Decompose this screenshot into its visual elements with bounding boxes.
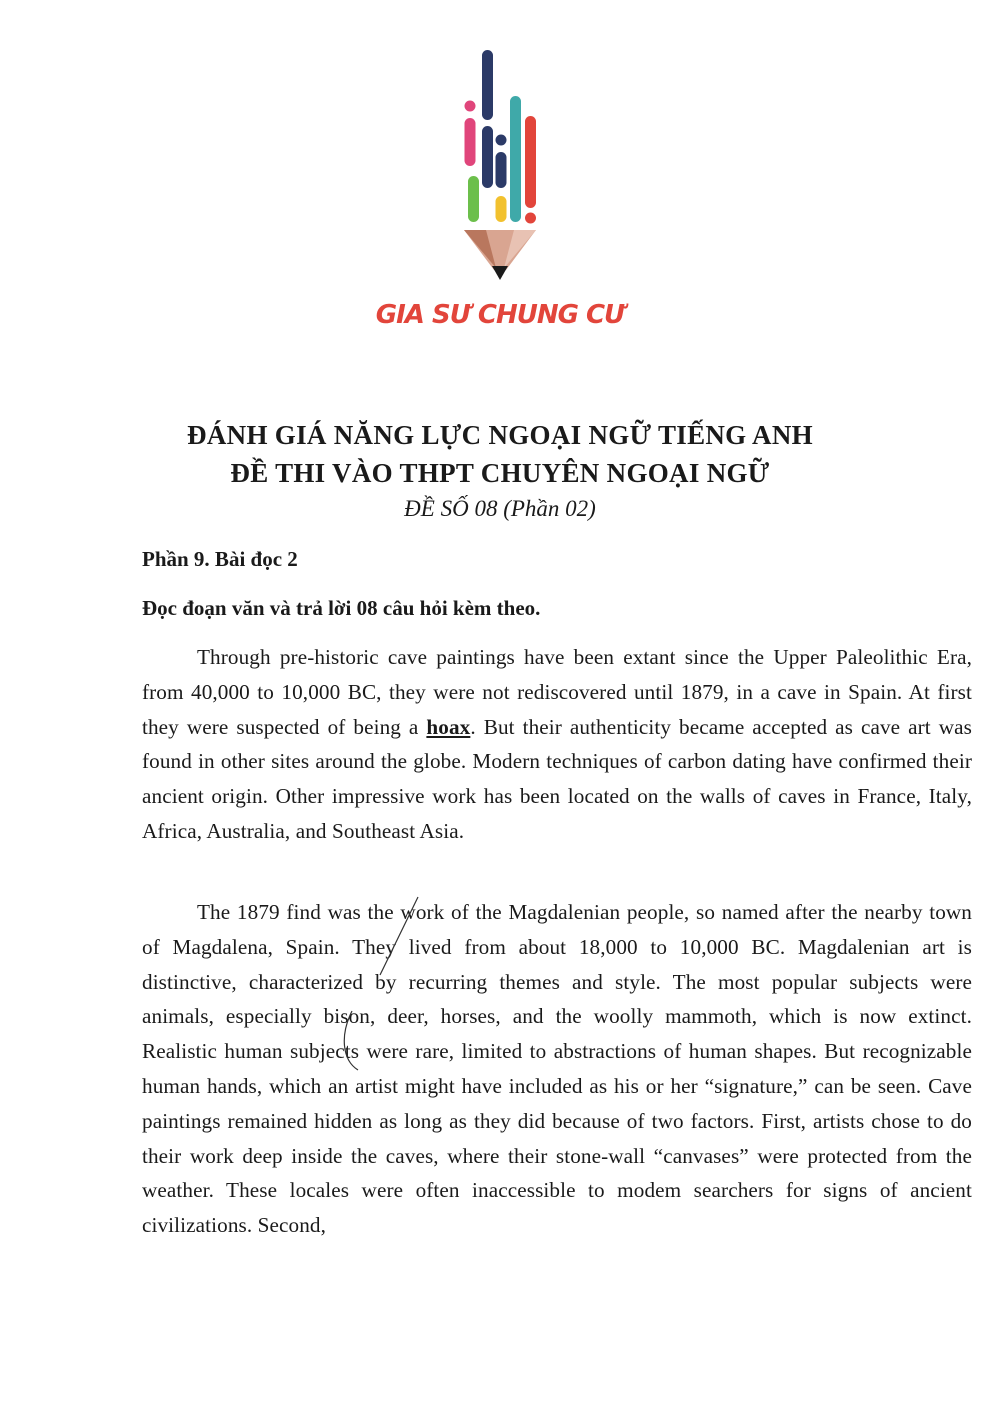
passage-paragraph-2 [142,895,972,1243]
passage-text: The 1879 find was the work of the Magdalenian people, so named after the nearby town of Magdalena, Spain. They lived from about 18,000 to 10,000 BC. Magdalenian art is distinctive, characterized by recurring themes and style. The most popular subjects were animals, especially bison, deer, horses, and the woolly mammoth, which is now extinct. Realistic human subjects were rare, limited to abstractions of human shapes. But recognizable human hands, which an artist might have included as his or her “signature,” can be seen. Cave paintings remained hidden as long as they did because of two factors. First, artists chose to do their work deep inside the caves, where their stone-wall “canvases” were protected from the weather. These locales were often inaccessible to modem searchers for signs of ancient civilizations. Second, [142,900,972,1238]
section-heading: Phần 9. Bài đọc 2 [142,547,298,571]
section-instruction: Đọc đoạn văn và trả lời 08 câu hỏi kèm theo. [142,596,541,620]
passage-text: . But their authenticity became accepted as cave art was found in other sites around the globe. Modern techniques of carbon dating have confirmed their ancient origin. Other impressive work has been located on the walls of caves in France, Italy, Africa, Australia, and Southeast Asia. [142,714,972,843]
brand-name: GIA SƯ CHUNG CƯ [375,300,625,330]
keyword-hoax: hoax [426,714,471,739]
exam-title: ĐỀ THI VÀO THPT CHUYÊN NGOẠI NGỮ [230,458,770,488]
passage-paragraph-1 [142,640,972,849]
page-title: ĐÁNH GIÁ NĂNG LỰC NGOẠI NGỮ TIẾNG ANH [187,420,813,450]
pencil-bars-logo-icon [440,40,560,290]
exam-subtitle: ĐỀ SỐ 08 (Phần 02) [404,496,596,521]
passage-text: Through pre-historic cave paintings have been extant since the Upper Paleolithic Era, from 40,000 to 10,000 BC, they were not rediscovered until 1879, in a cave in Spain. At first they were suspected of being a [142,645,972,739]
